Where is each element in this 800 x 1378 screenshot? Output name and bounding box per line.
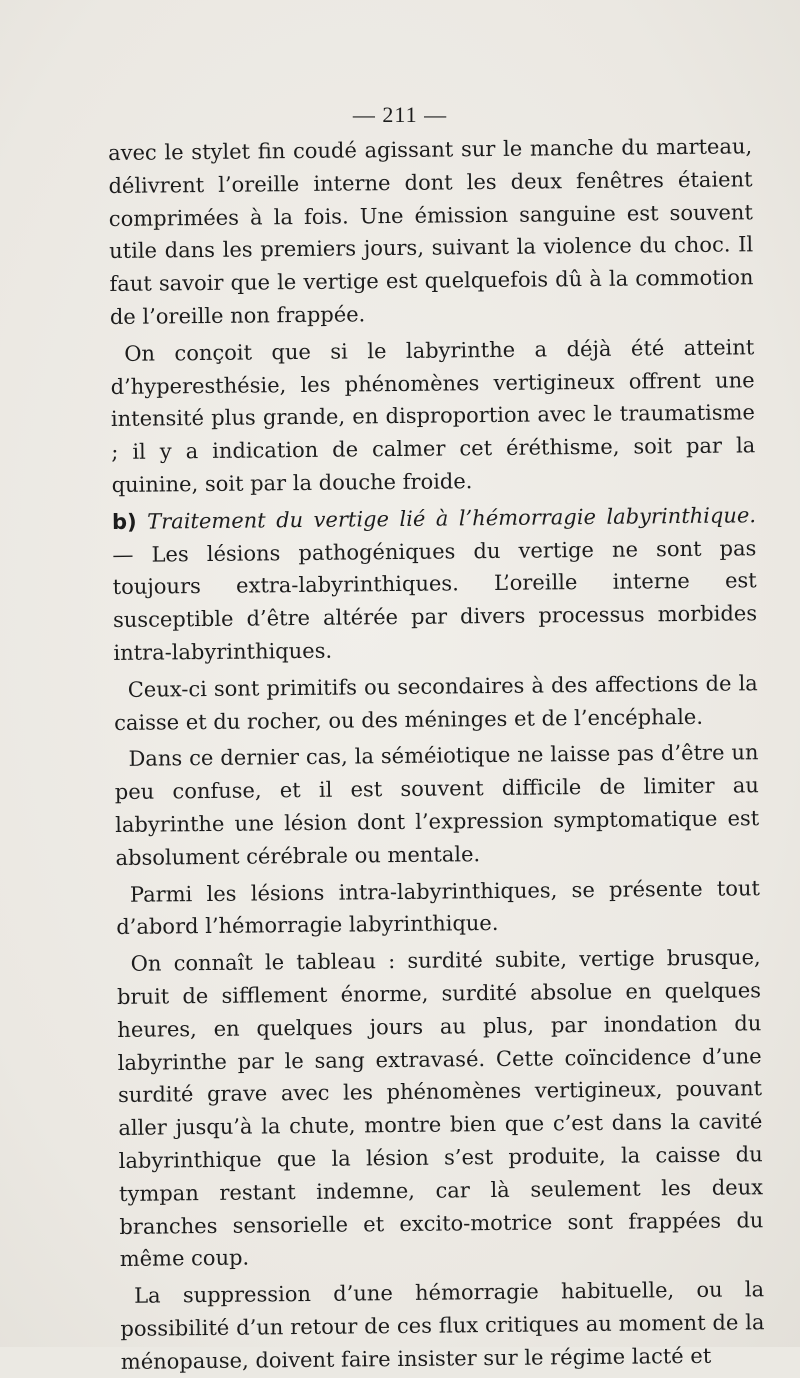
paragraph-3-text: — Les lésions pathogéniques du vertige ne sont pas toujours extra-labyrinthiques. L’oreille interne est susceptible d’être altérée par divers processus morbides intra-labyrinthiques. bbox=[112, 535, 758, 665]
paragraph-4: Ceux-ci sont primitifs ou secondaires à des affections de la caisse et du rocher, ou des méninges et de l’encéphale. bbox=[114, 670, 758, 735]
paragraph-1: avec le stylet fin coudé agissant sur le manche du marteau, délivrent l’oreille interne dont les deux fenêtres étaient comprimées à la fois. Une émission sanguine est souvent utile dans les premiers jours, suivant la violence du choc. Il faut savoir que le vertige est quelquefois dû à la commotion de l’oreille non frappée. bbox=[108, 134, 754, 329]
page-number: — 211 — bbox=[352, 102, 448, 127]
paragraph-3 bbox=[112, 499, 758, 670]
section-title: Traitement du vertige lié à l’hémorragie labyrinthique. bbox=[147, 503, 757, 534]
body-text bbox=[108, 130, 765, 1378]
paragraph-8: La suppression d’une hémorragie habituelle, ou la possibilité d’un retour de ces flux critiques au moment de la ménopause, doivent faire insister sur le régime lacté et bbox=[120, 1277, 765, 1374]
paragraph-6: Parmi les lésions intra-labyrinthiques, se présente tout d’abord l’hémorragie labyrinthique. bbox=[116, 875, 761, 940]
paragraph-2: On conçoit que si le labyrinthe a déjà été atteint d’hyperesthésie, les phénomènes vertigineux offrent une intensité plus grande, en disproportion avec le traumatisme ; il y a indication de calmer cet éréthisme, soit par la quinine, soit par la douche froide. bbox=[110, 335, 756, 497]
section-marker: b) bbox=[111, 509, 137, 534]
paragraph-5: Dans ce dernier cas, la séméiotique ne laisse pas d’être un peu confuse, et il est souvent difficile de limiter au labyrinthe une lésion dont l’expression symptomatique est absolument cérébrale ou mentale. bbox=[114, 740, 760, 870]
paragraph-7: On connaît le tableau : surdité subite, vertige brusque, bruit de sifflement énorme, surdité absolue en quelques heures, en quelques jours au plus, par inondation du labyrinthe par le sang extravasé. Cette coïncidence d’une surdité grave avec les phénomènes vertigineux, pouvant aller jusqu’à la chute, montre bien que c’est dans la cavité labyrinthique que la lésion s’est produite, la caisse du tympan restant indemne, car là seulement les deux branches sensorielle et excito-motrice sont frappées du même coup. bbox=[116, 945, 764, 1272]
